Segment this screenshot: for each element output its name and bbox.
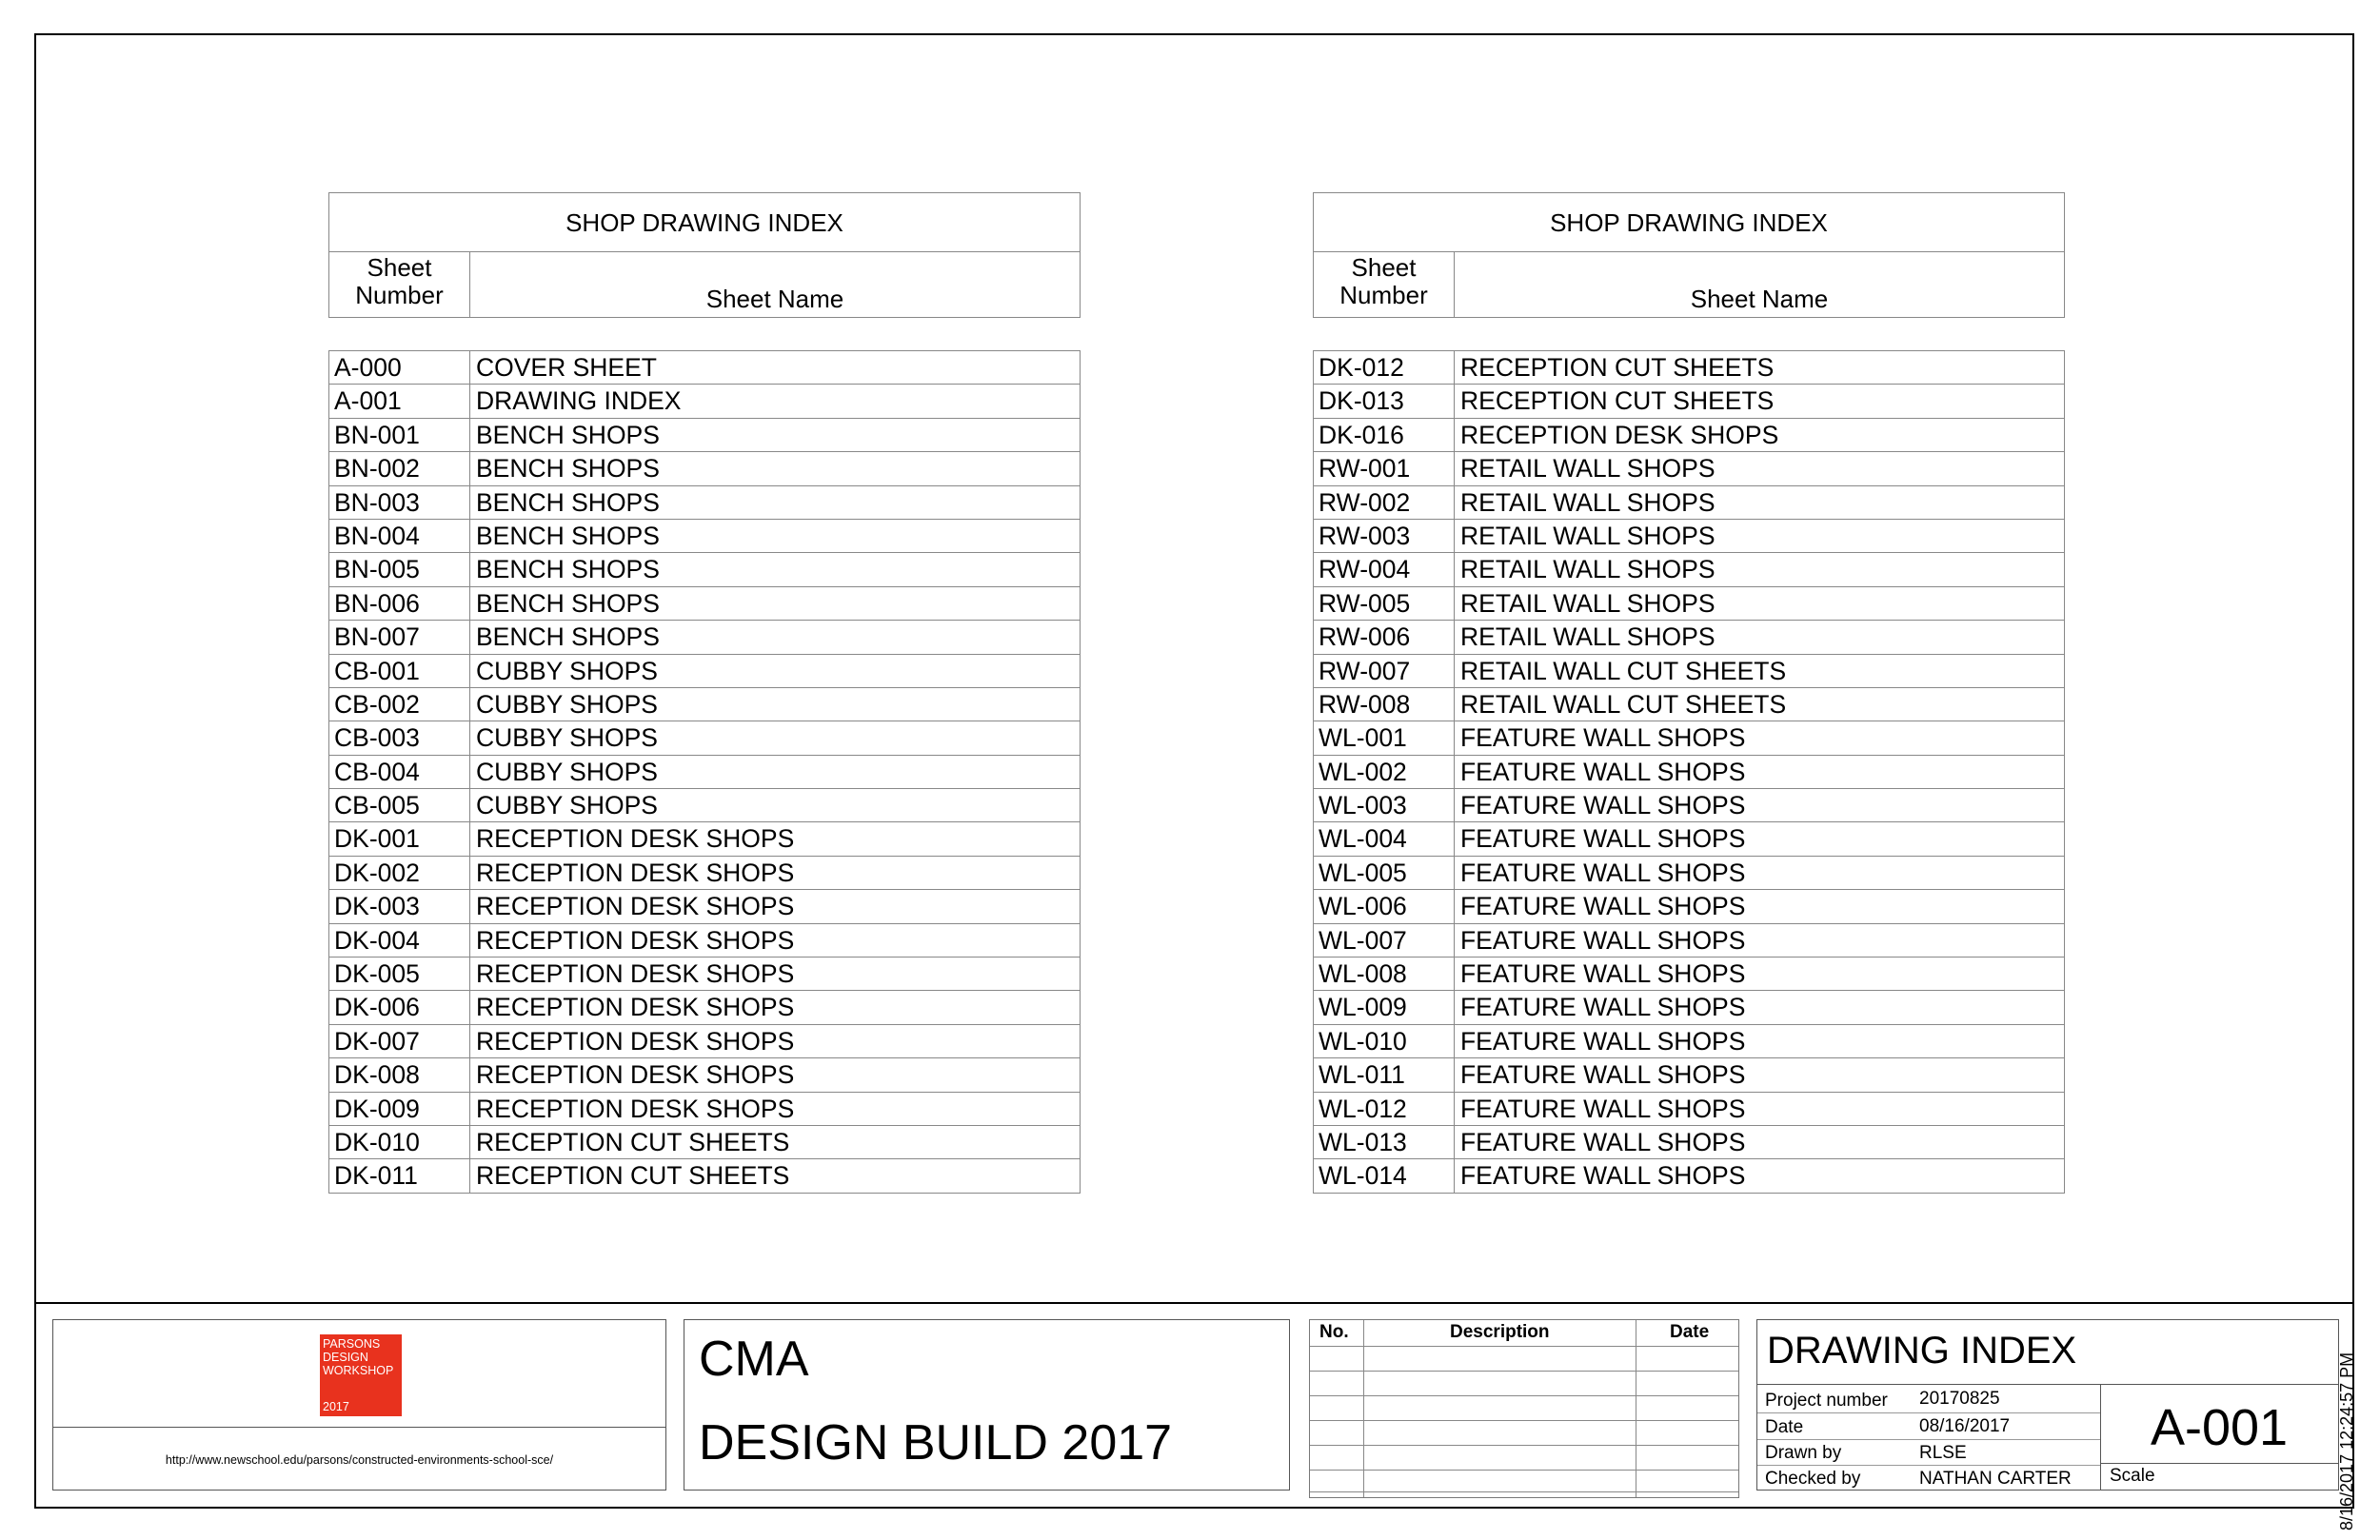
sheet-name-cell: CUBBY SHOPS	[476, 723, 658, 753]
drawn-by-value: RLSE	[1919, 1443, 1967, 1463]
table-row	[1314, 958, 2064, 991]
divider	[1757, 1412, 2100, 1413]
sheet-number-cell: RW-003	[1314, 520, 1455, 552]
sheet-number-cell: WL-003	[1314, 789, 1455, 821]
sheet-number-cell: RW-007	[1314, 655, 1455, 687]
revision-row-line	[1310, 1346, 1738, 1347]
project-number-value: 20170825	[1919, 1389, 2000, 1409]
sheet-name-cell: FEATURE WALL SHOPS	[1460, 858, 1746, 887]
table-row	[1314, 553, 2064, 586]
table-row	[329, 991, 1080, 1024]
checked-by-label: Checked by	[1765, 1469, 1861, 1489]
sheet-name-cell: RETAIL WALL SHOPS	[1460, 454, 1716, 484]
divider	[2100, 1463, 2338, 1464]
sheet-number-cell: BN-006	[329, 587, 470, 620]
sheet-number-cell: DK-004	[329, 924, 470, 957]
sheet-number-cell: WL-001	[1314, 721, 1455, 754]
sheet-name-cell: RECEPTION DESK SHOPS	[476, 959, 795, 989]
sheet-name-cell: RECEPTION DESK SHOPS	[476, 993, 795, 1022]
sheet-name-cell: RECEPTION DESK SHOPS	[476, 1094, 795, 1123]
sheet-number-cell: BN-002	[329, 452, 470, 484]
sheet-name-cell: RECEPTION CUT SHEETS	[1460, 386, 1775, 416]
project-name-box	[684, 1319, 1290, 1491]
index-header	[1313, 192, 2065, 318]
table-row	[329, 520, 1080, 553]
table-row	[329, 553, 1080, 586]
sheet-name-cell: FEATURE WALL SHOPS	[1460, 959, 1746, 989]
index-header	[328, 192, 1081, 318]
revision-row-line	[1310, 1420, 1738, 1421]
index-rows	[328, 350, 1081, 1194]
sheet-number-cell: WL-010	[1314, 1025, 1455, 1057]
table-row	[329, 452, 1080, 485]
sheet-number-cell: BN-004	[329, 520, 470, 552]
sheet-name-cell: FEATURE WALL SHOPS	[1460, 1094, 1746, 1123]
sheet-number-cell: CB-003	[329, 721, 470, 754]
scale-label: Scale	[2110, 1466, 2155, 1486]
table-row	[329, 822, 1080, 856]
sheet-name-cell: FEATURE WALL SHOPS	[1460, 723, 1746, 753]
table-row	[1314, 419, 2064, 452]
school-url: http://www.newschool.edu/parsons/constructed-environments-school-sce/	[165, 1453, 554, 1467]
sheet-name-cell: CUBBY SHOPS	[476, 656, 658, 685]
sheet-name-cell: RETAIL WALL CUT SHEETS	[1460, 656, 1787, 685]
title-block-separator	[34, 1302, 2354, 1304]
sheet-name-cell: CUBBY SHOPS	[476, 757, 658, 786]
table-row	[329, 486, 1080, 520]
table-row	[1314, 1058, 2064, 1092]
sheet-name-cell: FEATURE WALL SHOPS	[1460, 791, 1746, 820]
sheet-number-cell: DK-008	[329, 1058, 470, 1091]
table-row	[329, 385, 1080, 418]
project-name-line-1: CMA	[699, 1332, 809, 1387]
table-row	[1314, 756, 2064, 789]
revision-table	[1309, 1319, 1739, 1498]
table-row	[1314, 520, 2064, 553]
table-row	[1314, 822, 2064, 856]
sheet-number-cell: DK-013	[1314, 385, 1455, 417]
table-row	[329, 924, 1080, 958]
table-row	[1314, 1159, 2064, 1193]
table-row	[329, 789, 1080, 822]
table-row	[1314, 452, 2064, 485]
table-row	[329, 890, 1080, 923]
sheet-number: A-001	[2150, 1399, 2289, 1456]
sheet-name-cell: RECEPTION DESK SHOPS	[476, 1060, 795, 1090]
table-row	[329, 655, 1080, 688]
sheet-name-cell: FEATURE WALL SHOPS	[1460, 1127, 1746, 1156]
sheet-name-cell: RETAIL WALL CUT SHEETS	[1460, 689, 1787, 719]
sheet-number-cell: DK-011	[329, 1159, 470, 1192]
table-row	[329, 721, 1080, 755]
sheet-number-cell: WL-009	[1314, 991, 1455, 1023]
sheet-name-cell: BENCH SHOPS	[476, 588, 660, 618]
sheet-number-cell: RW-006	[1314, 621, 1455, 653]
sheet-name-cell: FEATURE WALL SHOPS	[1460, 1161, 1746, 1191]
table-row	[1314, 857, 2064, 890]
table-row	[1314, 655, 2064, 688]
table-row	[1314, 1126, 2064, 1159]
revision-row-line	[1310, 1470, 1738, 1471]
table-row	[1314, 688, 2064, 721]
checked-by-value: NATHAN CARTER	[1919, 1469, 2072, 1489]
sheet-name-cell: RECEPTION CUT SHEETS	[476, 1161, 790, 1191]
sheet-number-cell: WL-002	[1314, 756, 1455, 788]
sheet-number-cell: WL-004	[1314, 822, 1455, 855]
table-row	[1314, 1025, 2064, 1058]
column-header-sheet-number: Sheet Number	[329, 252, 470, 317]
sheet-name-cell: RETAIL WALL SHOPS	[1460, 555, 1716, 584]
sheet-number-cell: A-001	[329, 385, 470, 417]
sheet-number-cell: RW-008	[1314, 688, 1455, 721]
sheet-name-cell: BENCH SHOPS	[476, 487, 660, 517]
sheet-number-cell: DK-009	[329, 1093, 470, 1125]
sheet-name-cell: CUBBY SHOPS	[476, 689, 658, 719]
sheet-number-cell: WL-008	[1314, 958, 1455, 990]
sheet-name-cell: CUBBY SHOPS	[476, 791, 658, 820]
table-row	[329, 1058, 1080, 1092]
table-row	[1314, 721, 2064, 755]
sheet-number-cell: CB-001	[329, 655, 470, 687]
sheet-number-cell: BN-005	[329, 553, 470, 585]
sheet-name-cell: RECEPTION DESK SHOPS	[476, 892, 795, 921]
table-row	[329, 419, 1080, 452]
sheet-name-cell: COVER SHEET	[476, 353, 657, 382]
sheet-number-cell: BN-007	[329, 621, 470, 653]
table-row	[329, 621, 1080, 654]
sheet-name-cell: BENCH SHOPS	[476, 521, 660, 550]
revision-row-line	[1310, 1395, 1738, 1396]
sheet-name-cell: BENCH SHOPS	[476, 454, 660, 484]
sheet-number-cell: DK-010	[329, 1126, 470, 1158]
table-row	[329, 351, 1080, 385]
sheet-name-cell: FEATURE WALL SHOPS	[1460, 892, 1746, 921]
table-row	[329, 756, 1080, 789]
sheet-name-cell: RETAIL WALL SHOPS	[1460, 588, 1716, 618]
table-row	[1314, 587, 2064, 621]
sheet-name-cell: RECEPTION DESK SHOPS	[476, 925, 795, 955]
sheet-name-cell: RECEPTION DESK SHOPS	[1460, 420, 1779, 449]
table-row	[329, 1126, 1080, 1159]
divider	[1757, 1439, 2100, 1440]
sheet-number-cell: WL-012	[1314, 1093, 1455, 1125]
sheet-name-cell: FEATURE WALL SHOPS	[1460, 757, 1746, 786]
sheet-number-cell: DK-012	[1314, 351, 1455, 384]
sheet-number-cell: BN-003	[329, 486, 470, 519]
sheet-name-cell: FEATURE WALL SHOPS	[1460, 993, 1746, 1022]
logo-year: 2017	[323, 1400, 349, 1413]
sheet-name-cell: FEATURE WALL SHOPS	[1460, 824, 1746, 854]
sheet-name-cell: FEATURE WALL SHOPS	[1460, 1026, 1746, 1056]
sheet-number-cell: WL-007	[1314, 924, 1455, 957]
sheet-number-cell: DK-003	[329, 890, 470, 922]
table-row	[1314, 1093, 2064, 1126]
logo-box	[52, 1319, 666, 1491]
table-row	[1314, 991, 2064, 1024]
revision-header	[1310, 1320, 1738, 1346]
table-row	[1314, 385, 2064, 418]
sheet-name-cell: BENCH SHOPS	[476, 622, 660, 652]
sheet-name-cell: RECEPTION DESK SHOPS	[476, 858, 795, 887]
table-row	[329, 1025, 1080, 1058]
table-row	[1314, 924, 2064, 958]
sheet-number-cell: DK-001	[329, 822, 470, 855]
table-row	[329, 1093, 1080, 1126]
sheet-number-cell: CB-004	[329, 756, 470, 788]
divider	[1757, 1384, 2338, 1385]
sheet-number-cell: RW-001	[1314, 452, 1455, 484]
sheet-number-cell: DK-005	[329, 958, 470, 990]
sheet-number-cell: DK-006	[329, 991, 470, 1023]
project-number-label: Project number	[1765, 1391, 1888, 1411]
sheet-number-cell: DK-007	[329, 1025, 470, 1057]
revision-col-no: No.	[1319, 1322, 1349, 1342]
sheet-number-cell: BN-001	[329, 419, 470, 451]
sheet-name-cell: BENCH SHOPS	[476, 420, 660, 449]
column-header-sheet-number: Sheet Number	[1314, 252, 1455, 317]
sheet-name-cell: RECEPTION CUT SHEETS	[476, 1127, 790, 1156]
table-row	[329, 587, 1080, 621]
table-row	[329, 958, 1080, 991]
date-value: 08/16/2017	[1919, 1416, 2011, 1436]
divider	[1757, 1465, 2100, 1466]
sheet-title: DRAWING INDEX	[1767, 1330, 2077, 1372]
revision-col-date: Date	[1670, 1322, 1710, 1342]
sheet-number-cell: RW-005	[1314, 587, 1455, 620]
sheet-name-cell: FEATURE WALL SHOPS	[1460, 925, 1746, 955]
sheet-name-cell: RECEPTION DESK SHOPS	[476, 824, 795, 854]
column-header-sheet-name: Sheet Name	[1690, 285, 1829, 313]
sheet-number-cell: A-000	[329, 351, 470, 384]
sheet-number-cell: CB-002	[329, 688, 470, 721]
sheet-number-cell: WL-006	[1314, 890, 1455, 922]
sheet-number-cell: RW-004	[1314, 553, 1455, 585]
revision-col-description: Description	[1450, 1322, 1550, 1342]
revision-row-line	[1310, 1491, 1738, 1492]
sheet-number-cell: DK-002	[329, 857, 470, 889]
table-row	[1314, 351, 2064, 385]
sheet-number-cell: WL-011	[1314, 1058, 1455, 1091]
revision-row-line	[1310, 1371, 1738, 1372]
print-timestamp: 8/16/2017 12:24:57 PM	[2337, 1352, 2356, 1530]
index-rows	[1313, 350, 2065, 1194]
sheet-number-cell: DK-016	[1314, 419, 1455, 451]
sheet-number-cell: WL-014	[1314, 1159, 1455, 1192]
parsons-logo	[320, 1334, 402, 1416]
index-title: SHOP DRAWING INDEX	[1314, 193, 2064, 252]
logo-line: PARSONS	[323, 1337, 381, 1351]
title-block	[1756, 1319, 2339, 1491]
sheet-name-cell: FEATURE WALL SHOPS	[1460, 1060, 1746, 1090]
table-row	[329, 857, 1080, 890]
revision-row-line	[1310, 1445, 1738, 1446]
table-row	[1314, 621, 2064, 654]
table-row	[1314, 789, 2064, 822]
date-label: Date	[1765, 1417, 1804, 1437]
sheet-name-cell: RETAIL WALL SHOPS	[1460, 521, 1716, 550]
divider	[53, 1427, 665, 1428]
sheet-number-cell: RW-002	[1314, 486, 1455, 519]
sheet-name-cell: RETAIL WALL SHOPS	[1460, 487, 1716, 517]
drawn-by-label: Drawn by	[1765, 1443, 1842, 1463]
sheet-name-cell: RETAIL WALL SHOPS	[1460, 622, 1716, 652]
column-header-sheet-name: Sheet Name	[705, 285, 844, 313]
index-title: SHOP DRAWING INDEX	[329, 193, 1080, 252]
sheet-name-cell: RECEPTION DESK SHOPS	[476, 1026, 795, 1056]
table-row	[329, 1159, 1080, 1193]
project-name-line-2: DESIGN BUILD 2017	[699, 1415, 1173, 1471]
sheet-name-cell: DRAWING INDEX	[476, 386, 682, 416]
sheet-name-cell: RECEPTION CUT SHEETS	[1460, 353, 1775, 382]
logo-line: DESIGN	[323, 1351, 368, 1364]
sheet-number-cell: CB-005	[329, 789, 470, 821]
sheet-number-cell: WL-013	[1314, 1126, 1455, 1158]
table-row	[1314, 486, 2064, 520]
sheet-name-cell: BENCH SHOPS	[476, 555, 660, 584]
table-row	[1314, 890, 2064, 923]
logo-line: WORKSHOP	[323, 1364, 394, 1377]
table-row	[329, 688, 1080, 721]
sheet-number-cell: WL-005	[1314, 857, 1455, 889]
